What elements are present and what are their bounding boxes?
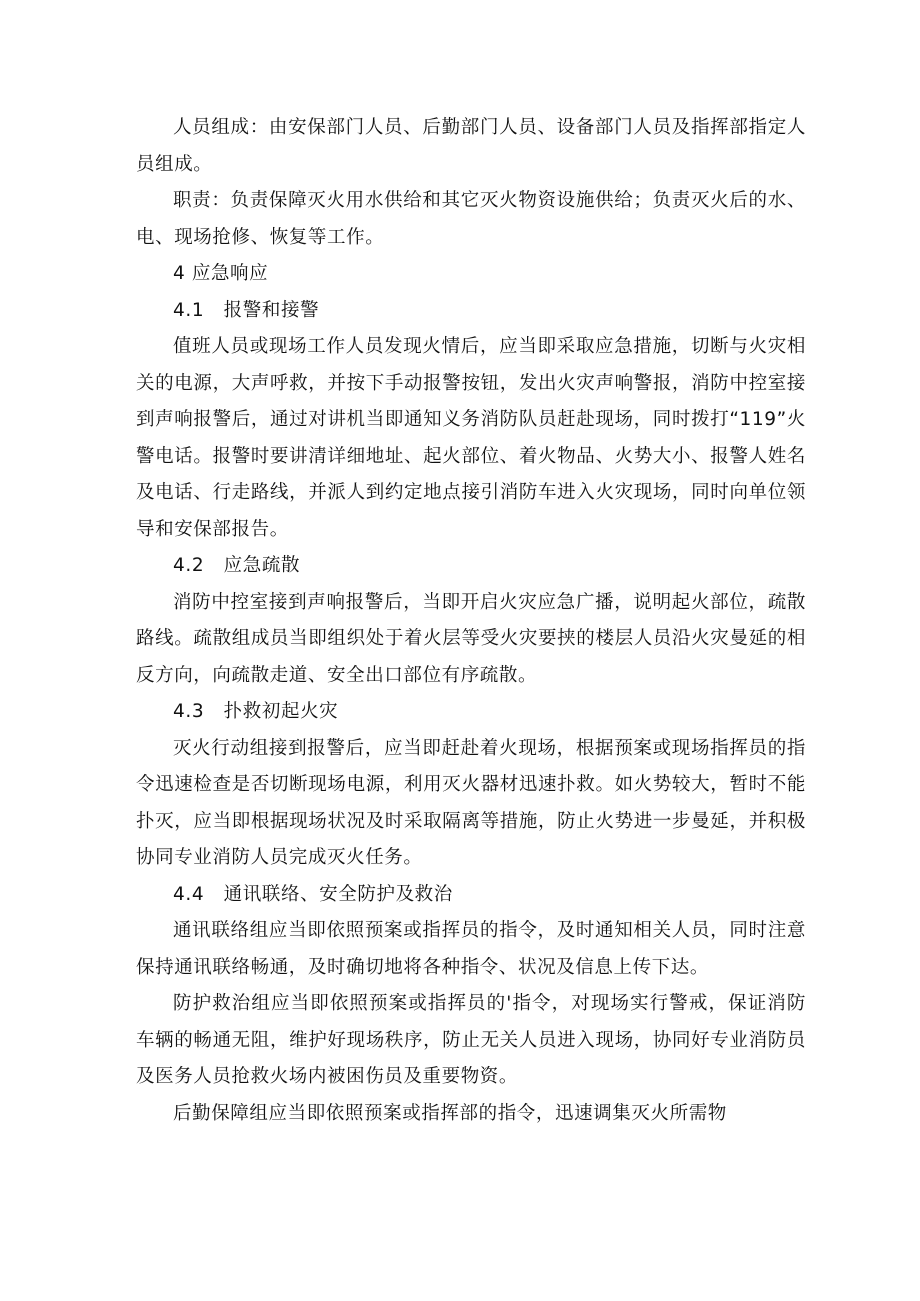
paragraph-logistics: 后勤保障组应当即依照预案或指挥部的指令，迅速调集灭火所需物: [173, 1102, 727, 1124]
section-heading-4-4: 4.4 通讯联络、安全防护及救治: [173, 883, 453, 905]
section-heading-4-1: 4.1 报警和接警: [173, 299, 320, 321]
paragraph-protection: 防护救治组应当即依照预案或指挥员的'指令，对现场实行警戒，保证消防车辆的畅通无阻，维护好现场秩序，防止无关人员进入现场，协同好专业消防员及医务人员抢救火场内被困伤员及重要物资。: [136, 993, 806, 1087]
paragraph-personnel: 人员组成：由安保部门人员、后勤部门人员、设备部门人员及指挥部指定人员组成。: [136, 117, 806, 175]
paragraph-evacuation: 消防中控室接到声响报警后，当即开启火灾应急广播，说明起火部位，疏散路线。疏散组成员当即组织处于着火层等受火灾要挟的楼层人员沿火灾曼延的相反方向，向疏散走道、安全出口部位有序疏散。: [136, 591, 806, 686]
paragraph-firefighting: 灭火行动组接到报警后，应当即赶赴着火现场，根据预案或现场指挥员的指令迅速检查是否切断现场电源，利用灭火器材迅速扑救。如火势较大，暂时不能扑灭，应当即根据现场状况及时采取隔离等措施，防止火势进一步曼延，并积极协同专业消防人员完成灭火任务。: [136, 737, 806, 868]
paragraph-duties: 职责：负责保障灭火用水供给和其它灭火物资设施供给；负责灭火后的水、电、现场抢修、恢复等工作。: [136, 190, 806, 248]
section-heading-4-3: 4.3 扑救初起火灾: [173, 701, 339, 722]
paragraph-communication: 通讯联络组应当即依照预案或指挥员的指令，及时通知相关人员，同时注意保持通讯联络畅通，及时确切地将各种指令、状况及信息上传下达。: [136, 920, 806, 978]
section-heading-4-2: 4.2 应急疏散: [173, 555, 301, 576]
section-heading-4: 4 应急响应: [173, 263, 269, 284]
paragraph-alarm: 值班人员或现场工作人员发现火情后，应当即采取应急措施，切断与火灾相关的电源，大声呼救，并按下手动报警按钮，发出火灾声响警报，消防中控室接到声响报警后，通过对讲机当即通知义务消防队员赶赴现场，同时拨打“119”火警电话。报警时要讲清详细地址、起火部位、着火物品、火势大小、报警人姓名及电话、行走路线，并派人到约定地点接引消防车进入火灾现场，同时向单位领导和安保部报告。: [136, 336, 806, 540]
document-body: [136, 110, 806, 1132]
